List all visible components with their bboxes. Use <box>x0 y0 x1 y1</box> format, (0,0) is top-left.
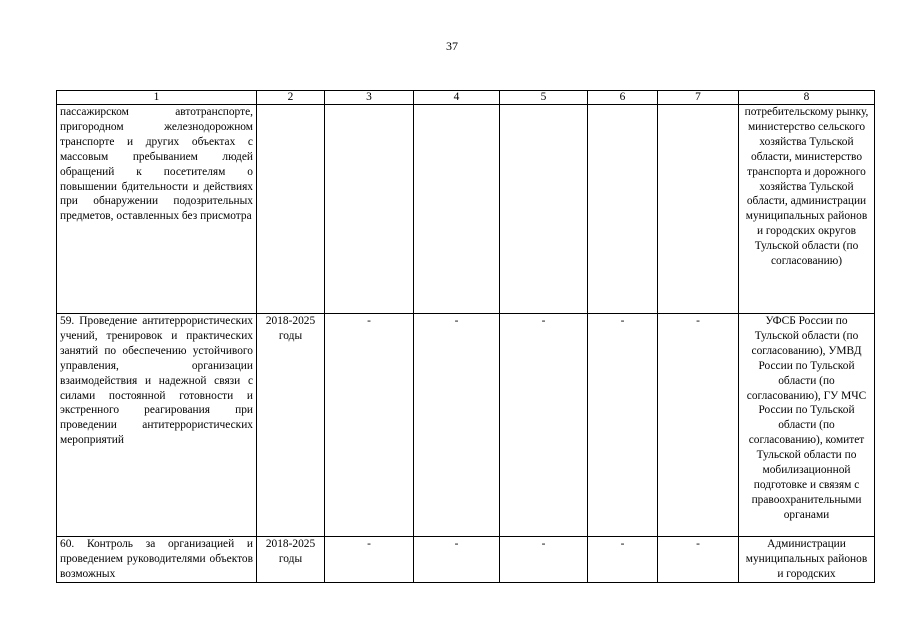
measure-description: 60. Контроль за организацией и проведением руководителями объектов возможных <box>57 537 257 583</box>
cell-col-5: - <box>500 314 588 537</box>
cell-col-4: - <box>414 314 500 537</box>
column-header-1: 1 <box>57 91 257 105</box>
cell-col-7: - <box>658 314 739 537</box>
cell-col-6: - <box>588 314 658 537</box>
measures-table <box>56 90 875 583</box>
column-header-2: 2 <box>257 91 325 105</box>
column-header-6: 6 <box>588 91 658 105</box>
measure-responsible: Администрации муниципальных районов и городских <box>739 537 875 583</box>
column-header-7: 7 <box>658 91 739 105</box>
page-number: 37 <box>446 39 458 53</box>
cell-col-3: - <box>325 314 414 537</box>
measure-responsible: УФСБ России по Тульской области (по согласованию), УМВД России по Тульской области (по согласованию), ГУ МЧС России по Тульской области (по согласованию), комитет Тульской области по мобилизационной подготовке и связям с правоохранительными органами <box>739 314 875 537</box>
cell-col-3: - <box>325 537 414 583</box>
table-row <box>57 314 875 537</box>
column-header-5: 5 <box>500 91 588 105</box>
table-row <box>57 537 875 583</box>
measure-period: 2018-2025 годы <box>257 537 325 583</box>
cell-col-6: - <box>588 537 658 583</box>
measure-description: пассажирском автотранспорте, пригородном железнодорожном транспорте и других объектах с массовым пребыванием людей обращений к посетителям о повышении бдительности и действиях при обнаружении подозрительных предметов, оставленных без присмотра <box>57 105 257 314</box>
cell-col-3 <box>325 105 414 314</box>
table-row <box>57 105 875 314</box>
cell-col-5: - <box>500 537 588 583</box>
cell-col-5 <box>500 105 588 314</box>
column-header-row <box>57 91 875 105</box>
column-header-8: 8 <box>739 91 875 105</box>
column-header-3: 3 <box>325 91 414 105</box>
measure-period <box>257 105 325 314</box>
measure-responsible: потребительскому рынку, министерство сельского хозяйства Тульской области, министерство транспорта и дорожного хозяйства Тульской области, администрации муниципальных районов и городских округов Тульской области (по согласованию) <box>739 105 875 314</box>
measure-description: 59. Проведение антитеррористических учений, тренировок и практических занятий по обеспечению устойчивого управления, организации взаимодействия и надежной связи с силами постоянной готовности и экстренного реагирования при проведении антитеррористических мероприятий <box>57 314 257 537</box>
cell-col-6 <box>588 105 658 314</box>
cell-col-4: - <box>414 537 500 583</box>
cell-col-7 <box>658 105 739 314</box>
cell-col-7: - <box>658 537 739 583</box>
column-header-4: 4 <box>414 91 500 105</box>
cell-col-4 <box>414 105 500 314</box>
measure-period: 2018-2025 годы <box>257 314 325 537</box>
